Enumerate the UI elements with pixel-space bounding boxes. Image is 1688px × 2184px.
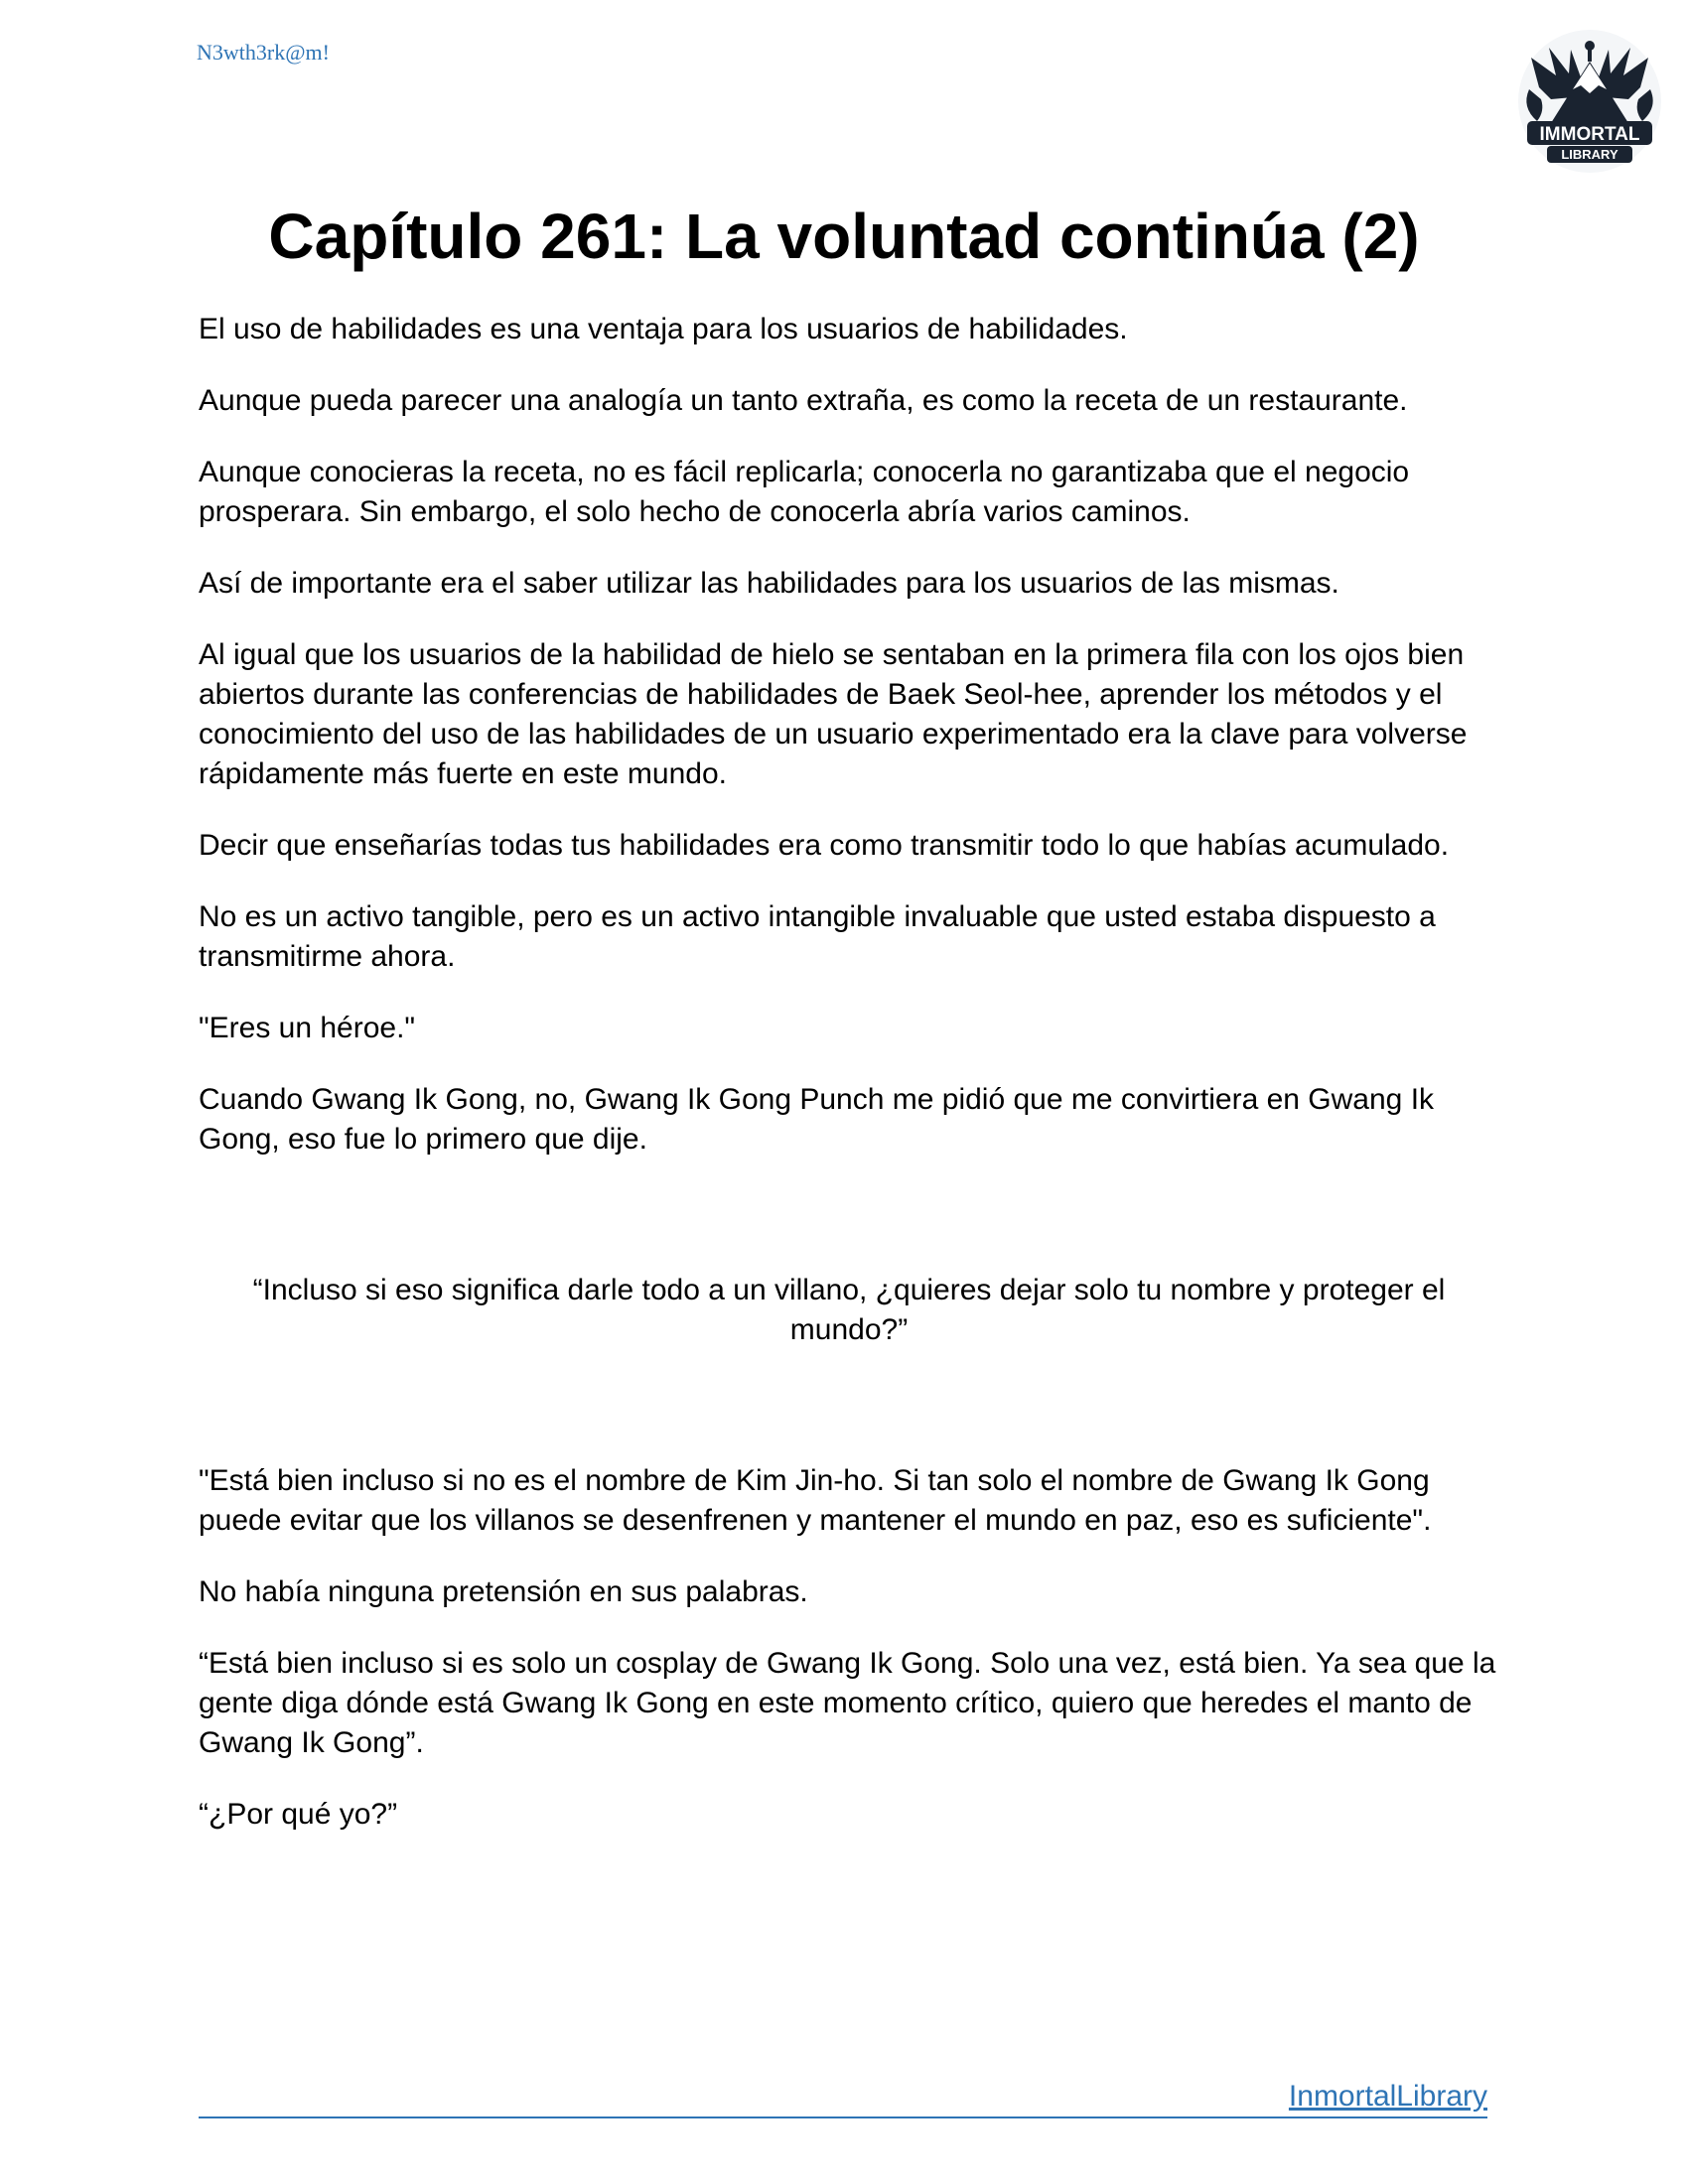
blank-space bbox=[199, 1382, 1499, 1461]
chapter-body bbox=[199, 310, 1499, 1866]
paragraph: Aunque conocieras la receta, no es fácil replicarla; conocerla no garantizaba que el negocio prosperara. Sin embargo, el solo hecho de conocerla abría varios caminos. bbox=[199, 456, 1410, 528]
paragraph: Al igual que los usuarios de la habilidad de hielo se sentaban en la primera fila con los ojos bien abiertos durante las conferencias de habilidades de Baek Seol-hee, aprender los métodos y el conocimiento del uso de las habilidades de un usuario experimentado era la clave para volverse rápidamente más fuerte en este mundo. bbox=[199, 638, 1468, 790]
centered-quote: “Incluso si eso significa darle todo a un villano, ¿quieres dejar solo tu nombre y proteger el mundo?” bbox=[252, 1274, 1446, 1346]
paragraph: “¿Por qué yo?” bbox=[199, 1798, 398, 1831]
logo-line1: IMMORTAL bbox=[1539, 124, 1640, 145]
paragraph: No es un activo tangible, pero es un activo intangible invaluable que usted estaba dispuesto a transmitirme ahora. bbox=[199, 900, 1436, 973]
footer-link[interactable]: InmortalLibrary bbox=[1288, 2080, 1487, 2113]
footer bbox=[199, 2077, 1487, 2118]
immortal-library-logo bbox=[1511, 28, 1668, 175]
paragraph: Aunque pueda parecer una analogía un tanto extraña, es como la receta de un restaurante. bbox=[199, 384, 1408, 417]
immortal-library-crest-icon bbox=[1511, 28, 1668, 175]
paragraph: “Está bien incluso si es solo un cosplay de Gwang Ik Gong. Solo una vez, está bien. Ya sea que la gente diga dónde está Gwang Ik Gong en este momento crítico, quiero que heredes el manto de Gwang Ik Gong”. bbox=[199, 1647, 1496, 1759]
paragraph: "Está bien incluso si no es el nombre de Kim Jin-ho. Si tan solo el nombre de Gwang Ik Gong puede evitar que los villanos se desenfrenen y mantener el mundo en paz, eso es suficiente". bbox=[199, 1464, 1432, 1537]
paragraph: "Eres un héroe." bbox=[199, 1012, 416, 1044]
chapter-title: Capítulo 261: La voluntad continúa (2) bbox=[268, 201, 1420, 272]
paragraph: Cuando Gwang Ik Gong, no, Gwang Ik Gong Punch me pidió que me convirtiera en Gwang Ik Gong, eso fue lo primero que dije. bbox=[199, 1083, 1435, 1156]
paragraph: Así de importante era el saber utilizar las habilidades para los usuarios de las mismas. bbox=[199, 567, 1339, 600]
paragraph: El uso de habilidades es una ventaja para los usuarios de habilidades. bbox=[199, 313, 1128, 345]
paragraph: No había ninguna pretensión en sus palabras. bbox=[199, 1575, 808, 1608]
header-tag: N3wth3rk@m! bbox=[197, 40, 330, 65]
paragraph: Decir que enseñarías todas tus habilidades era como transmitir todo lo que habías acumulado. bbox=[199, 829, 1450, 862]
blank-space bbox=[199, 1191, 1499, 1271]
logo-line2: LIBRARY bbox=[1561, 147, 1618, 162]
